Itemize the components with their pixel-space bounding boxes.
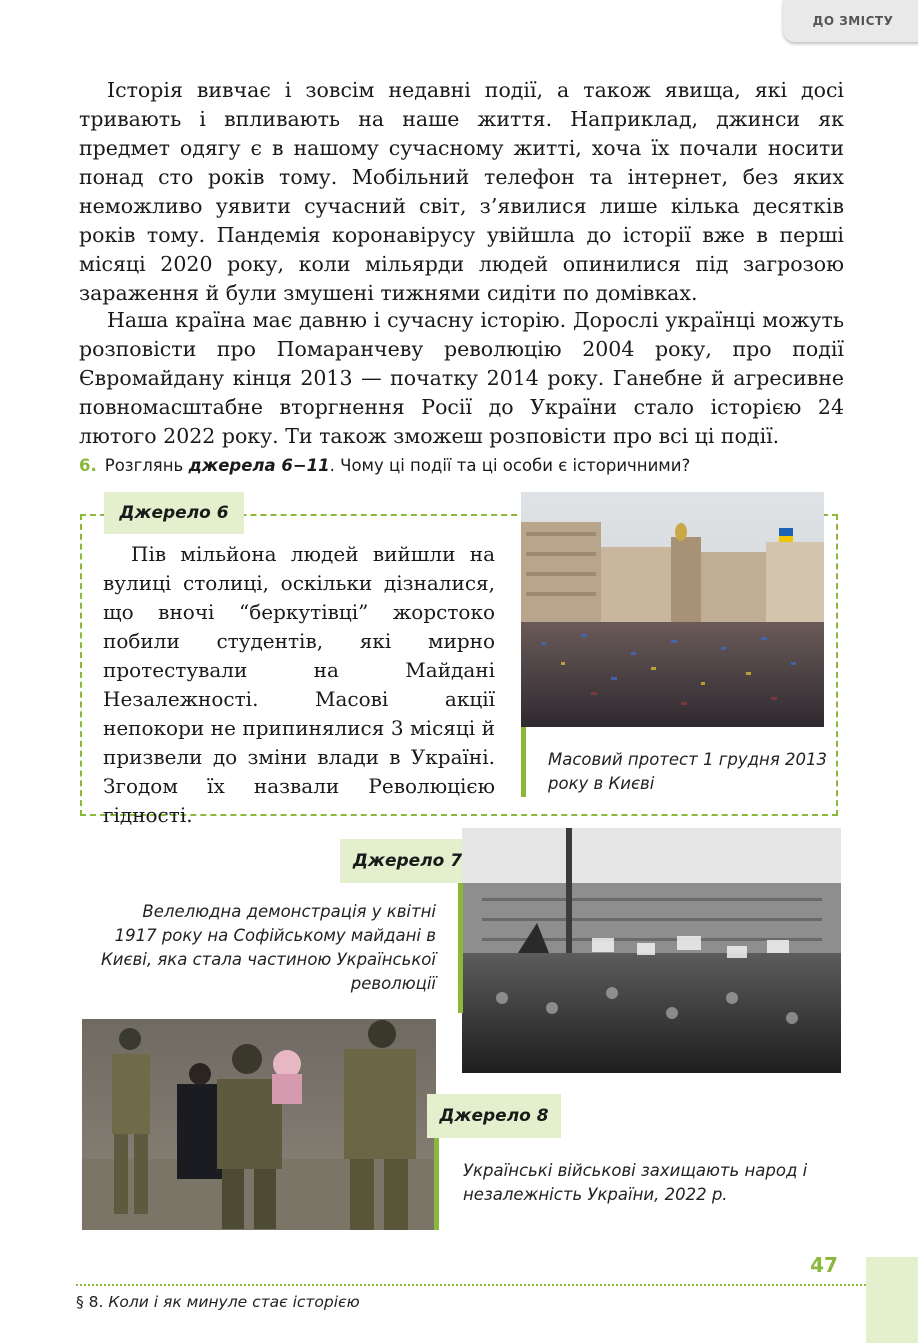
task-emphasis: джерела 6−11	[188, 456, 330, 475]
paragraph-2: Наша країна має давню і сучасну історію. Дорослі українці можуть розповісти про Помаранчеву революцію 2004 року, про події Євромайдану кінця 2013 — початку 2014 року. Ганебне й агресивне повномасштабне вторгнення Росії до України стало історією 24 лютого 2022 року. Ти також зможеш розповісти про всі ці події.	[79, 308, 844, 448]
demonstration-1917-photo	[462, 828, 841, 1073]
task-text-before: Розглянь	[104, 456, 189, 475]
source-7-label: Джерело 7	[340, 839, 475, 883]
caption-bar-6	[521, 727, 526, 797]
task-6	[79, 454, 859, 478]
source-8-label: Джерело 8	[427, 1094, 561, 1138]
caption-bar-7	[458, 883, 463, 1013]
footer-section: § 8.	[76, 1293, 104, 1311]
soldiers-2022-photo	[82, 1019, 436, 1230]
caption-bar-8	[434, 1138, 439, 1230]
task-text-after: . Чому ці події та ці особи є історичними?	[329, 456, 691, 475]
maidan-protest-photo	[521, 492, 824, 727]
source-6-caption: Масовий протест 1 грудня 2013 року в Києві	[548, 750, 827, 793]
source-7-caption: Велелюдна демонстрація у квітні 1917 року на Софійському майдані в Києві, яка стала частиною Української революції	[101, 902, 436, 993]
source-6-quote: Пів мільйона людей вийшли на вулиці столиці, оскільки дізналися, що вночі “беркутівці” жорстоко побили студентів, які мирно протестували на Майдані Незалежності. Масові акції непокори не припинялися 3 місяці й призвели до зміни влади в Україні. Згодом їх назвали Революцією гідності.	[103, 542, 495, 827]
footer-running-title	[76, 1293, 360, 1311]
paragraph-1: Історія вивчає і зовсім недавні події, а також явища, які досі тривають і впливають на наше життя. Наприклад, джинси як предмет одягу є в нашому сучасному житті, хоча їх почали носити понад сто років тому. Мобільний телефон та інтернет, без яких неможливо уявити сучасний світ, з’явилися лише кілька десятків років тому. Пандемія коронавірусу увійшла до історії вже в перші місяці 2020 року, коли мільярди людей опинилися під загрозою зараження й були змушені тижнями сидіти по домівках.	[79, 78, 844, 305]
page-side-band	[866, 1257, 918, 1343]
page-number: 47	[810, 1253, 838, 1277]
task-number: 6.	[79, 456, 97, 475]
toc-button[interactable]: ДО ЗМІСТУ	[783, 0, 918, 42]
source-8-caption: Українські військові захищають народ і незалежність України, 2022 р.	[463, 1161, 808, 1204]
source-6-label: Джерело 6	[104, 492, 244, 534]
footer-divider	[76, 1284, 866, 1286]
footer-title: Коли і як минуле стає історією	[108, 1293, 360, 1311]
